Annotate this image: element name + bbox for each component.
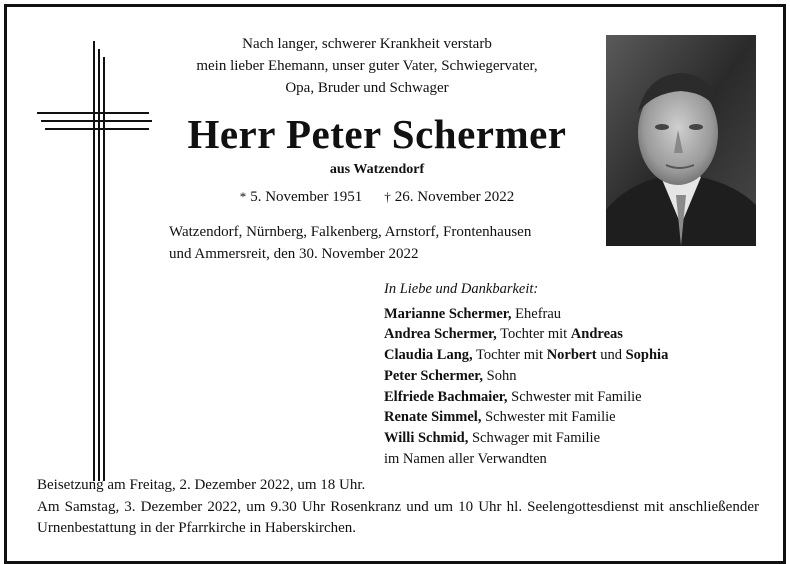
life-dates <box>162 189 592 206</box>
intro-text <box>157 33 577 99</box>
place-line: und Ammersreit, den 30. November 2022 <box>169 246 419 262</box>
mourner-relation: Schwester mit Familie <box>507 388 642 405</box>
mourner-line <box>384 345 724 366</box>
mourner-line <box>384 304 724 325</box>
death-dagger-icon: † <box>384 189 391 204</box>
thanks-heading: In Liebe und Dankbarkeit: <box>384 281 539 297</box>
mourner-companion: Norbert <box>546 347 597 364</box>
mourner-relation: Schwester mit Familie <box>481 409 616 426</box>
mourner-name: Peter Schermer, <box>384 367 484 384</box>
place-date <box>169 221 589 265</box>
intro-line: Nach langer, schwerer Krankheit verstarb <box>242 36 492 52</box>
mourner-name: Andrea Schermer, <box>384 326 497 343</box>
mourner-line <box>384 324 724 345</box>
death-date: 26. November 2022 <box>394 189 515 205</box>
mourner-relation: Sohn <box>483 367 517 384</box>
closing-line: im Namen aller Verwandten <box>384 450 547 467</box>
mourner-relation: Tochter mit <box>472 347 547 364</box>
mourner-line <box>384 428 724 449</box>
mourner-name: Claudia Lang, <box>384 347 473 364</box>
mourner-conjunction: und <box>596 347 626 364</box>
funeral-info <box>37 475 759 540</box>
mourner-name: Marianne Schermer, <box>384 305 512 322</box>
mourner-name: Willi Schmid, <box>384 429 469 446</box>
birth-date: 5. November 1951 <box>250 189 363 205</box>
mourner-companion: Andreas <box>570 326 623 343</box>
place-line: Watzendorf, Nürnberg, Falkenberg, Arnstorf, Frontenhausen <box>169 224 532 240</box>
intro-line: mein lieber Ehemann, unser guter Vater, Schwiegervater, <box>196 58 538 74</box>
funeral-line: Beisetzung am Freitag, 2. Dezember 2022, um 18 Uhr. <box>37 477 366 493</box>
mourner-companion: Sophia <box>625 347 669 364</box>
mourner-name: Elfriede Bachmaier, <box>384 388 508 405</box>
mourner-relation: Ehefrau <box>511 305 562 322</box>
intro-line: Opa, Bruder und Schwager <box>285 80 449 96</box>
deceased-name: Herr Peter Schermer <box>187 111 567 157</box>
portrait-photo <box>606 35 756 246</box>
obituary-card <box>4 4 786 564</box>
mourner-line <box>384 407 724 428</box>
origin-text: aus Watzendorf <box>329 162 425 177</box>
mourner-line <box>384 387 724 408</box>
mourners-block <box>384 279 724 469</box>
birth-star-icon: * <box>239 189 247 204</box>
funeral-line: Am Samstag, 3. Dezember 2022, um 9.30 Uhr Rosenkranz und um 10 Uhr hl. Seelengottesdienst mit anschließender Urnenbestattung in der Pfarrkirche in Haberskirchen. <box>37 498 759 536</box>
mourner-relation: Tochter mit <box>496 326 571 343</box>
mourner-name: Renate Simmel, <box>384 409 482 426</box>
cross-icon <box>37 41 152 481</box>
mourner-line <box>384 366 724 387</box>
mourner-relation: Schwager mit Familie <box>468 429 601 446</box>
